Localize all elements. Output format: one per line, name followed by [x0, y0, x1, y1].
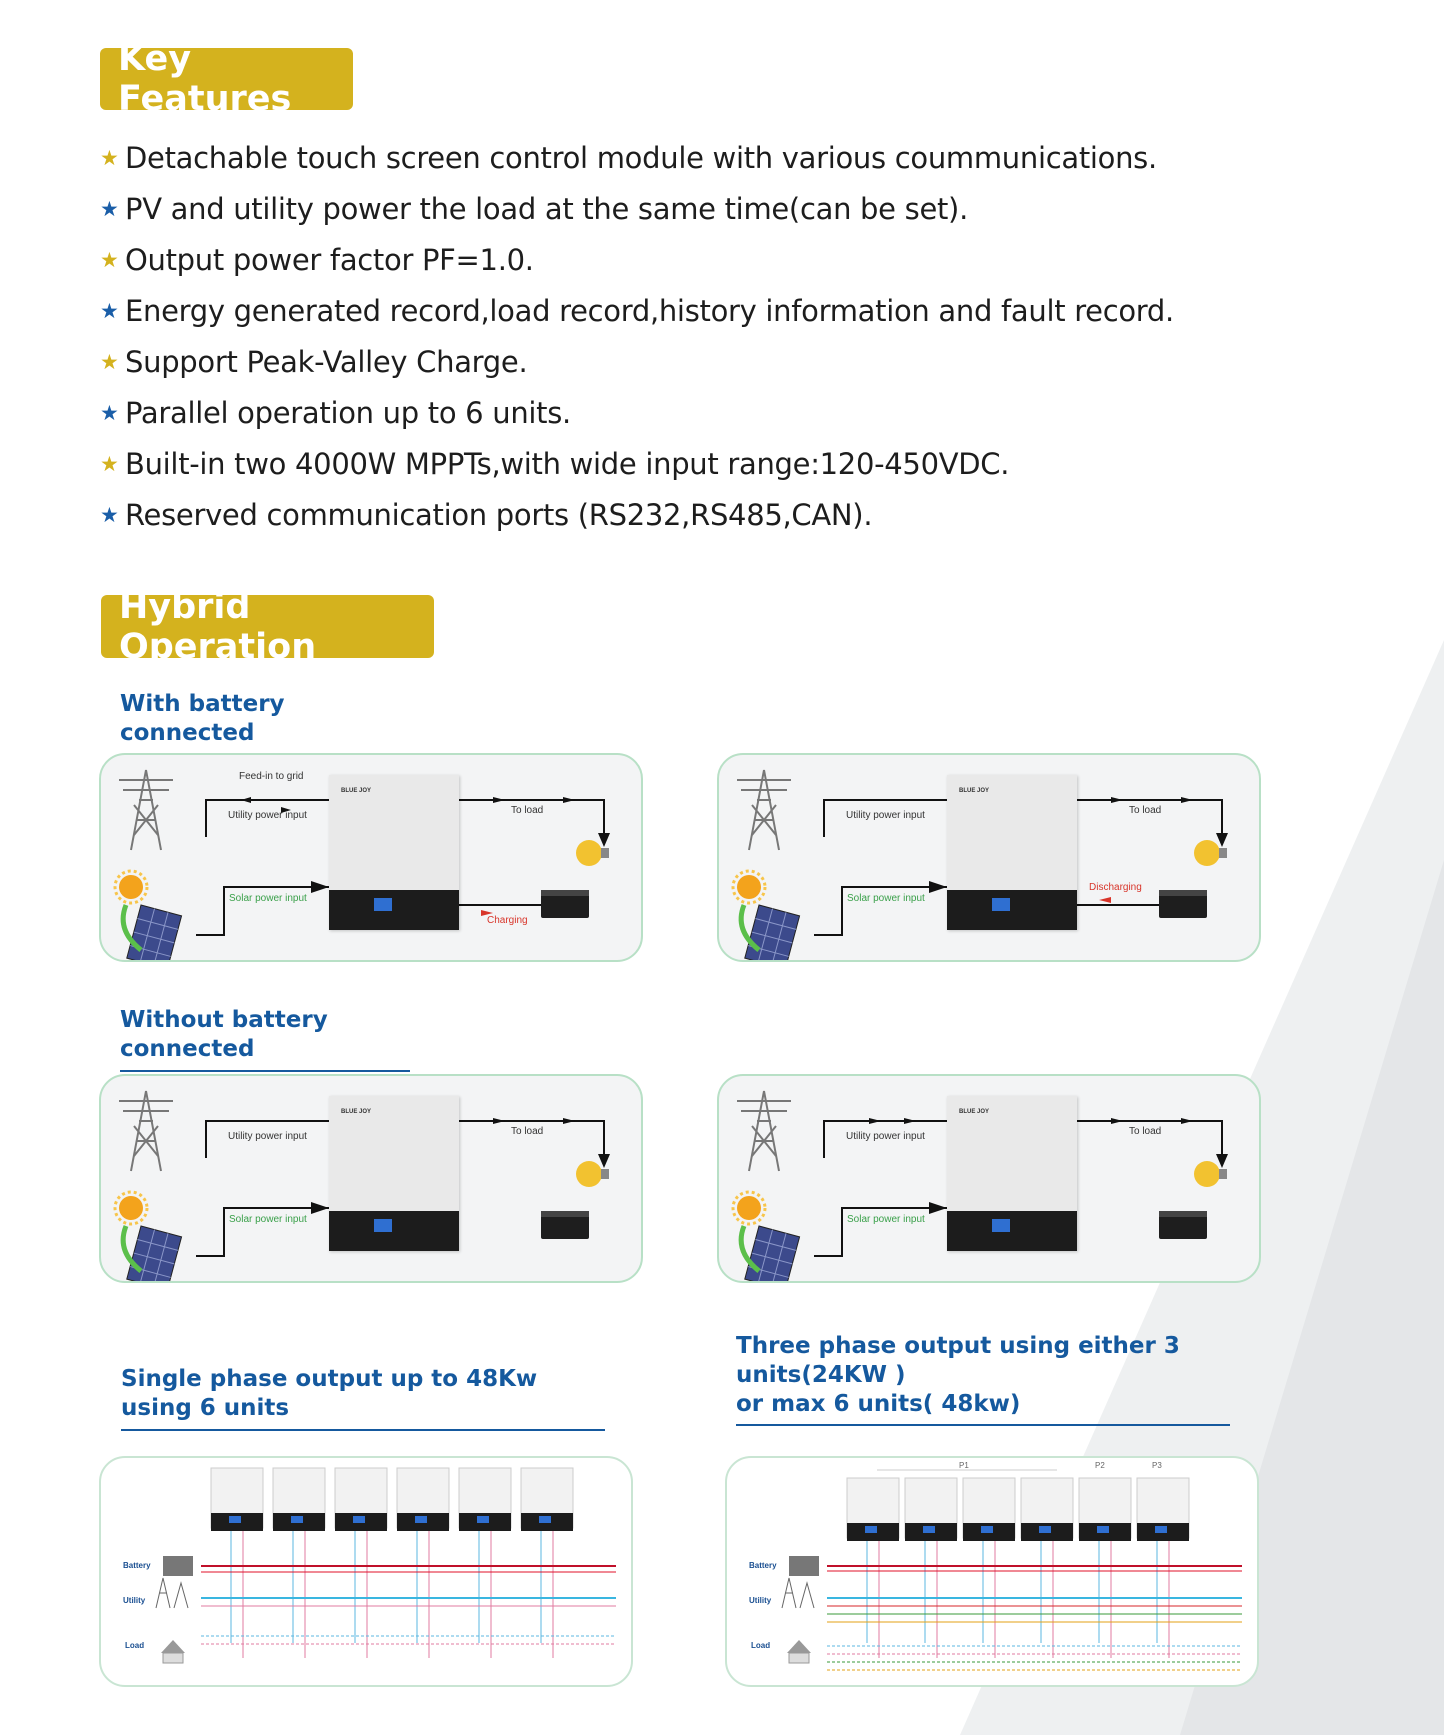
to-load-label: To load — [511, 1126, 544, 1137]
to-load-label: To load — [1129, 805, 1162, 816]
star-icon: ★ — [100, 247, 119, 272]
key-features-badge — [100, 39, 353, 119]
feature-item — [100, 489, 1174, 540]
feature-item — [100, 285, 1174, 336]
utility-wiring-label: Utility — [123, 1596, 146, 1605]
phase-p3-label: P3 — [1152, 1461, 1162, 1470]
inverter-screen — [374, 1219, 392, 1232]
star-icon: ★ — [100, 349, 119, 374]
inverter-screen — [374, 898, 392, 911]
inverter-unit — [947, 1096, 1077, 1251]
feature-item — [100, 387, 1174, 438]
wiring-lines — [101, 1458, 633, 1687]
with-battery-heading: With battery connected — [120, 690, 376, 756]
three-phase-line2: or max 6 units( 48kw) — [736, 1390, 1021, 1417]
to-load-label: To load — [511, 805, 544, 816]
feature-text: Detachable touch screen control module with various coummunications. — [125, 140, 1157, 175]
feature-text: Parallel operation up to 6 units. — [125, 395, 571, 430]
load-label: Load — [751, 1641, 771, 1650]
battery-label: Battery — [123, 1561, 151, 1570]
brand-label: BLUE JOY — [341, 1109, 372, 1115]
single-phase-wiring-diagram — [99, 1456, 633, 1687]
feature-text: Built-in two 4000W MPPTs,with wide input range:120-450VDC. — [125, 446, 1010, 481]
single-phase-heading: Single phase output up to 48Kw using 6 units — [121, 1365, 605, 1431]
three-phase-heading — [736, 1332, 1230, 1426]
utility-label: Utility power input — [846, 1131, 925, 1142]
star-icon: ★ — [100, 400, 119, 425]
hybrid-operation-title: Hybrid Operation — [119, 586, 317, 667]
utility-label: Utility power input — [228, 810, 307, 821]
star-icon: ★ — [100, 196, 119, 221]
phase-p1-label: P1 — [959, 1461, 969, 1470]
utility-label: Utility power input — [846, 810, 925, 821]
key-features-title: Key Features — [118, 39, 292, 119]
hybrid-operation-badge — [101, 586, 434, 667]
utility-wiring-label: Utility — [749, 1596, 772, 1605]
star-icon: ★ — [100, 145, 119, 170]
diagram-without-battery-solar — [99, 1074, 643, 1283]
solar-label: Solar power input — [847, 893, 925, 904]
feed-in-label: Feed-in to grid — [239, 771, 304, 782]
feature-item — [100, 336, 1174, 387]
diagram-with-battery-discharging — [717, 753, 1261, 962]
feature-item — [100, 234, 1174, 285]
inverter-unit — [947, 775, 1077, 930]
diagram-without-battery-utility — [717, 1074, 1261, 1283]
discharging-label: Discharging — [1089, 882, 1142, 893]
star-icon: ★ — [100, 502, 119, 527]
feature-text: Output power factor PF=1.0. — [125, 242, 534, 277]
star-icon: ★ — [100, 451, 119, 476]
feature-item — [100, 183, 1174, 234]
solar-label: Solar power input — [229, 1214, 307, 1225]
wiring-lines — [727, 1458, 1259, 1687]
diagram-with-battery-charging — [99, 753, 643, 962]
charging-label: Charging — [487, 915, 528, 926]
load-label: Load — [125, 1641, 145, 1650]
three-phase-line1: Three phase output using either 3 units(24KW ) — [736, 1333, 1180, 1388]
features-list — [100, 132, 1174, 540]
utility-label: Utility power input — [228, 1131, 307, 1142]
feature-text: Support Peak-Valley Charge. — [125, 344, 528, 379]
feature-text: Reserved communication ports (RS232,RS485,CAN). — [125, 497, 873, 532]
three-phase-wiring-diagram — [725, 1456, 1259, 1687]
inverter-screen — [992, 1219, 1010, 1232]
solar-label: Solar power input — [229, 893, 307, 904]
without-battery-heading: Without battery connected — [120, 1006, 410, 1072]
to-load-label: To load — [1129, 1126, 1162, 1137]
brand-label: BLUE JOY — [959, 788, 990, 794]
inverter-unit — [329, 1096, 459, 1251]
battery-label: Battery — [749, 1561, 777, 1570]
feature-item — [100, 438, 1174, 489]
phase-p2-label: P2 — [1095, 1461, 1105, 1470]
inverter-screen — [992, 898, 1010, 911]
brand-label: BLUE JOY — [959, 1109, 990, 1115]
feature-text: PV and utility power the load at the same time(can be set). — [125, 191, 968, 226]
brand-label: BLUE JOY — [341, 788, 372, 794]
solar-label: Solar power input — [847, 1214, 925, 1225]
feature-text: Energy generated record,load record,history information and fault record. — [125, 293, 1174, 328]
feature-item — [100, 132, 1174, 183]
inverter-unit — [329, 775, 459, 930]
star-icon: ★ — [100, 298, 119, 323]
